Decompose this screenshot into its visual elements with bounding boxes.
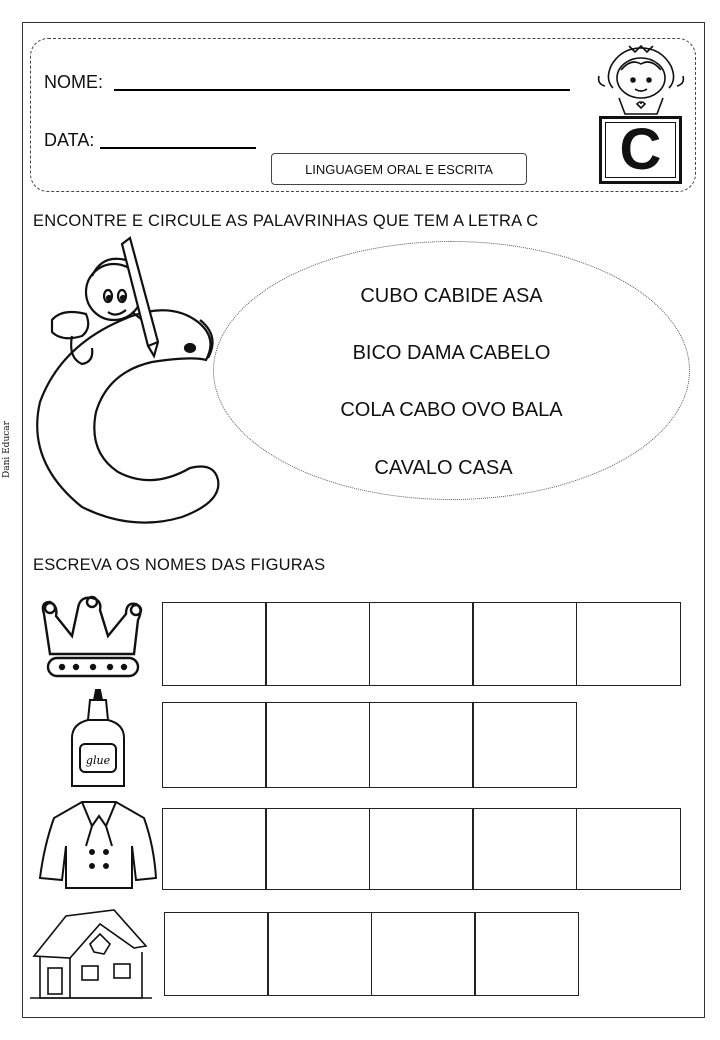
subject-tag: LINGUAGEM ORAL E ESCRITA: [271, 153, 527, 185]
girl-icon: [595, 40, 687, 116]
letter-cell[interactable]: [369, 808, 474, 890]
name-line[interactable]: [114, 89, 570, 91]
glue-label-text: glue: [85, 754, 111, 767]
signature: Dani Educar: [2, 421, 12, 478]
instruction-write-names: ESCREVA OS NOMES DAS FIGURAS: [33, 556, 326, 574]
letter-cell[interactable]: [474, 912, 579, 996]
letter-cell[interactable]: [369, 702, 474, 788]
letter-c: C: [619, 117, 662, 182]
letter-cell[interactable]: [265, 702, 370, 788]
name-label: NOME:: [44, 72, 104, 92]
glue-bottle-icon: [66, 686, 130, 792]
letter-cell[interactable]: [472, 808, 577, 890]
letter-cell[interactable]: [162, 808, 267, 890]
coat-icon: [36, 796, 162, 894]
letter-cell[interactable]: [369, 602, 474, 686]
word-line-2[interactable]: BICO DAMA CABELO: [352, 342, 551, 364]
word-line-1[interactable]: CUBO CABIDE ASA: [360, 285, 543, 307]
instruction-circle-words: ENCONTRE E CIRCULE AS PALAVRINHAS QUE TEM A LETRA C: [33, 212, 539, 230]
date-label: DATA:: [44, 130, 95, 150]
letter-cell[interactable]: [265, 602, 370, 686]
letter-c-with-boy-illustration: [22, 232, 232, 532]
answer-grid-glue: [163, 702, 577, 788]
answer-grid-house: [165, 912, 579, 996]
letter-cell[interactable]: [576, 808, 681, 890]
letter-cell[interactable]: [371, 912, 476, 996]
letter-cell[interactable]: [162, 702, 267, 788]
word-line-4[interactable]: CAVALO CASA: [374, 457, 513, 479]
answer-grid-coat: [163, 808, 681, 890]
house-icon: [30, 906, 152, 1002]
letter-cell[interactable]: [472, 602, 577, 686]
letter-cell[interactable]: [265, 808, 370, 890]
letter-box: [599, 116, 682, 184]
letter-cell[interactable]: [576, 602, 681, 686]
letter-cell[interactable]: [267, 912, 372, 996]
date-line[interactable]: [100, 147, 256, 149]
crown-icon: [38, 592, 148, 684]
letter-cell[interactable]: [472, 702, 577, 788]
letter-cell[interactable]: [164, 912, 269, 996]
letter-cell[interactable]: [162, 602, 267, 686]
word-line-3[interactable]: COLA CABO OVO BALA: [340, 399, 563, 421]
answer-grid-crown: [163, 602, 681, 686]
